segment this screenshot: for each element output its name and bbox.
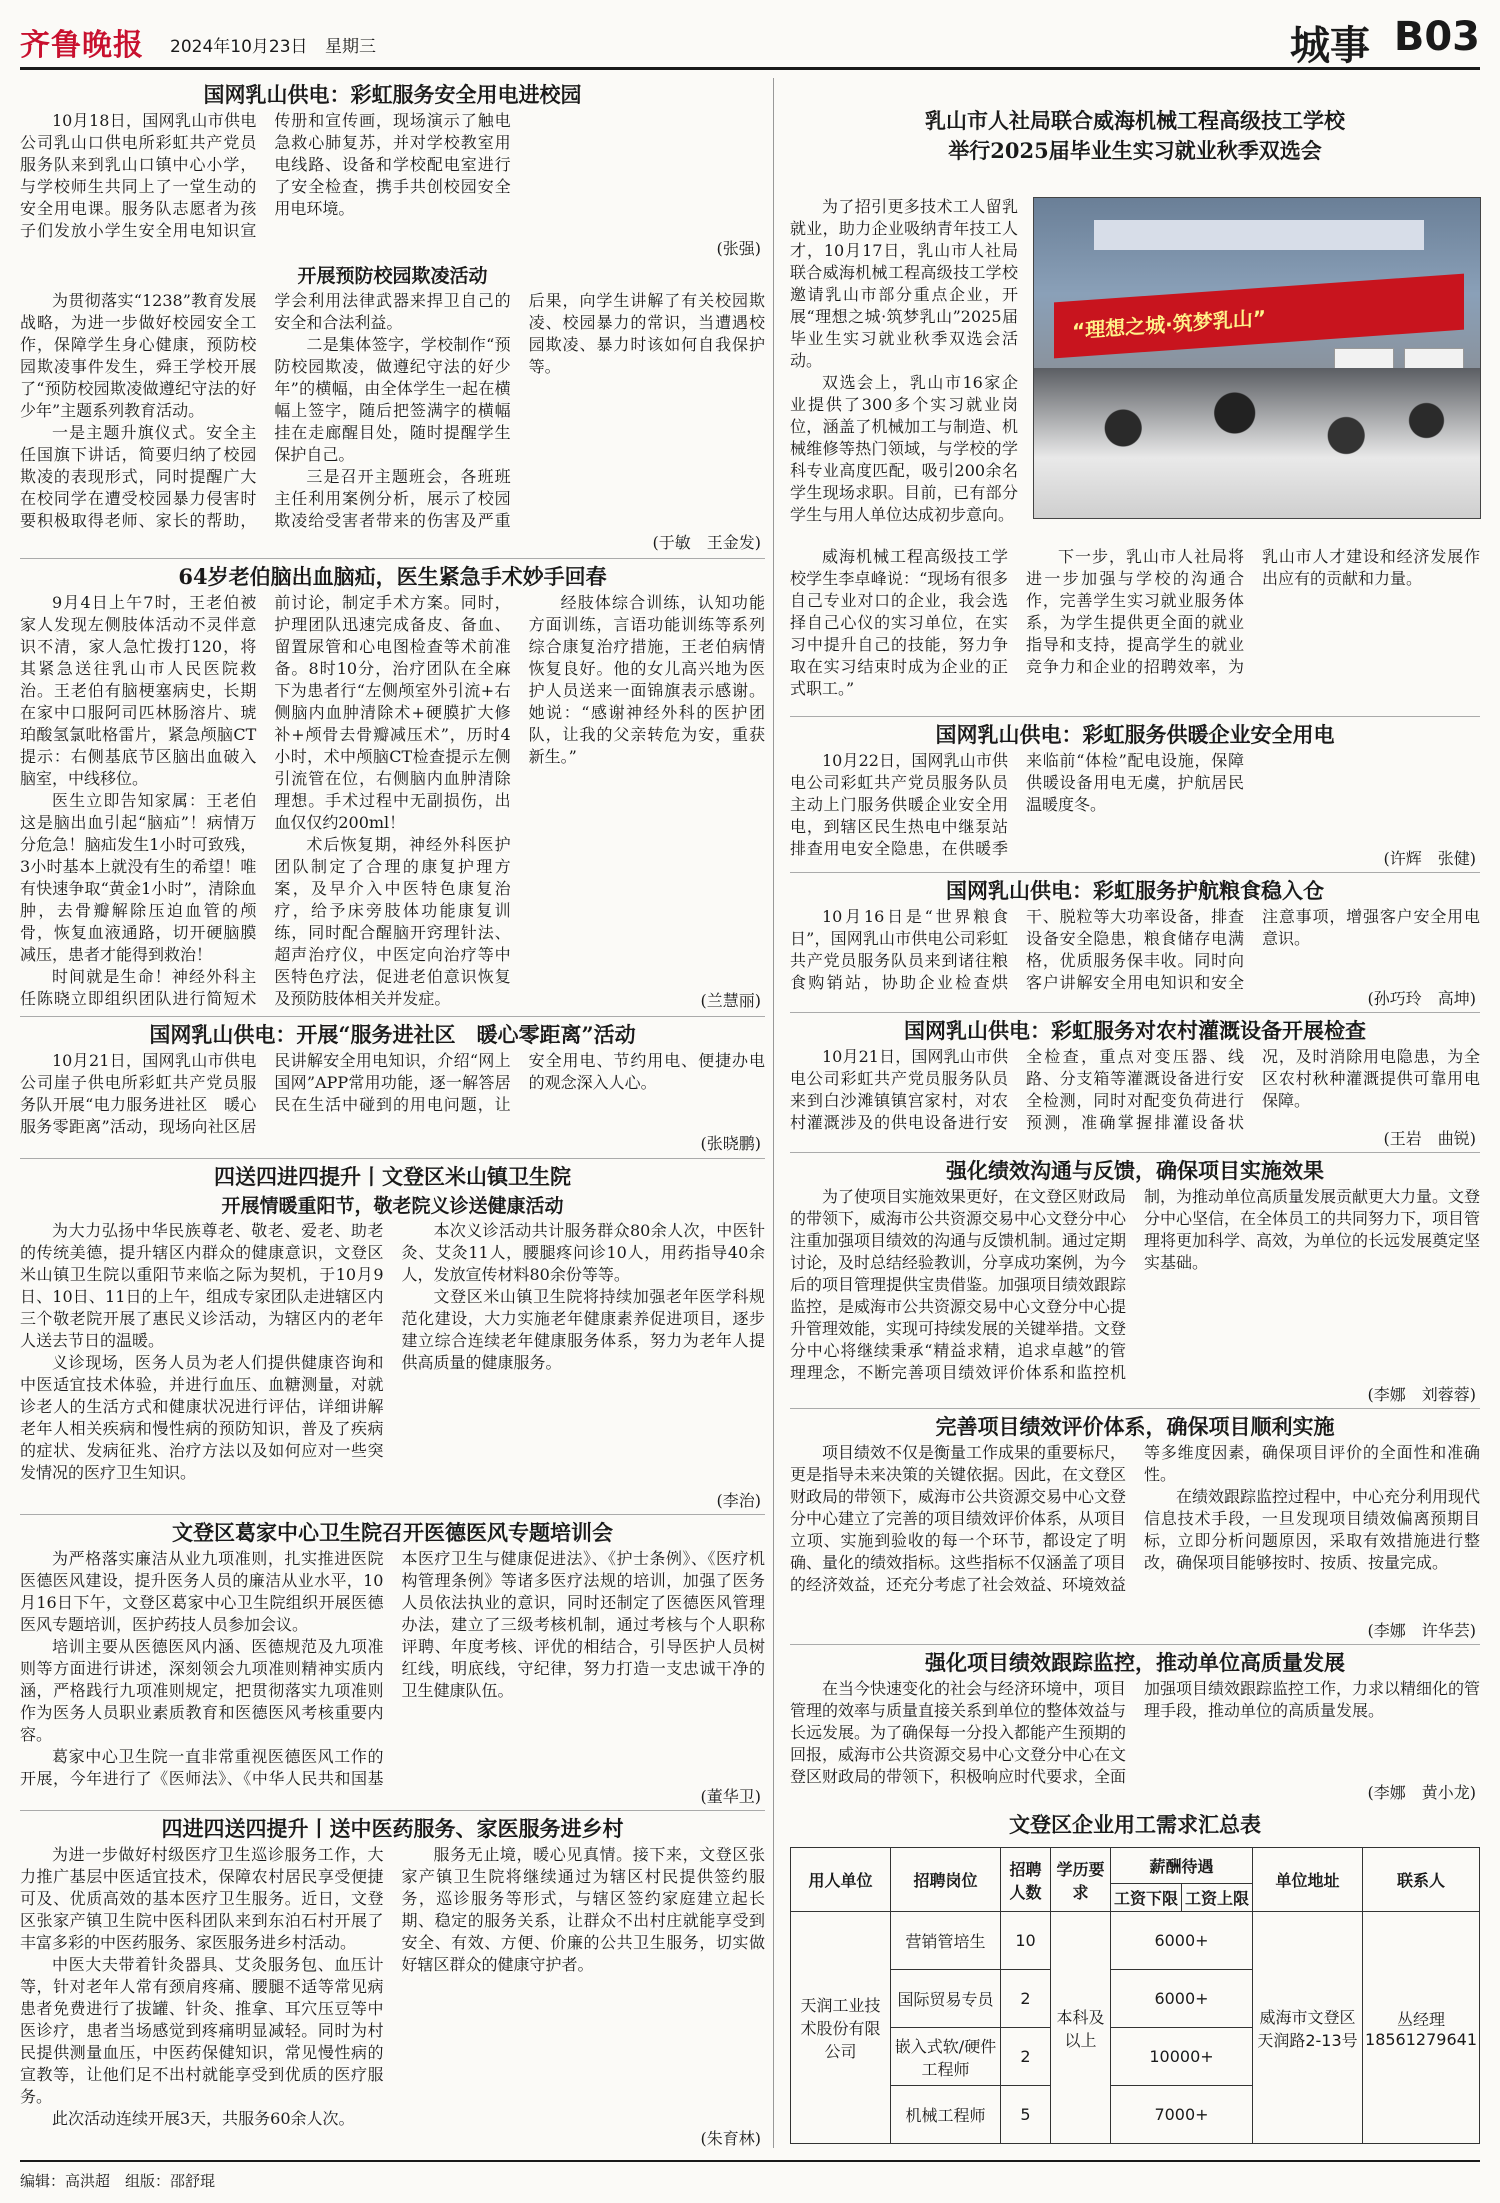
byline: (王岩 曲锐) [1376, 1128, 1477, 1150]
cell-position: 国际贸易专员 [891, 1970, 1001, 2028]
byline: (董华卫) [693, 1786, 762, 1808]
cell-salary: 10000+ [1111, 2028, 1253, 2086]
paragraph: 为贯彻落实“1238”教育发展战略，为进一步做好校园安全工作，保障学生身心健康，预防校园欺凌事件发生，舜王学校开展了“预防校园欺凌做遵纪守法的好少年”主题系列教育活动。 [20, 291, 257, 420]
table-title: 文登区企业用工需求汇总表 [1009, 1812, 1261, 1837]
paragraph: 为严格落实廉洁从业九项准则，扎实推进医院医德医风建设，提升医务人员的廉洁从业水平，10月16日下午，文登区葛家中心卫生院组织开展医德医风专题培训，医护药技人员参加会议。 [20, 1549, 384, 1634]
article-gejia-ethics [20, 1518, 765, 1808]
paragraph: 此次活动连续开展3天，共服务60余人次。 [52, 2109, 355, 2128]
article-power-school [20, 80, 765, 260]
article-anti-bullying [20, 262, 765, 554]
paragraph: 为了使项目实施效果更好，在文登区财政局的带领下，威海市公共资源交易中心文登分中心注重加强项目绩效的沟通与反馈机制。通过定期讨论，及时总结经验教训，分享成功案例，为今后的项目管理提供宝贵借鉴。加强项目绩效跟踪监控，是威海市公共资源交易中心文登分中心提升管理效能，实现可持续发展的关键举措。文登分中心将继续秉承“精益求精，追求卓越”的管理理念，不断完善项目绩效评价体系和监控机制，为推动单位高质量发展贡献更大力量。文登分中心坚信，在全体员工的共同努力下，项目管理将更加科学、高效，为单位的长远发展奠定坚实基础。 [790, 1187, 1480, 1382]
section-rule [790, 1644, 1480, 1645]
article-subtitle: 开展情暖重阳节，敬老院义诊送健康活动 [221, 1195, 564, 1217]
photo-banner-text: “理想之城·筑梦乳山” [1072, 305, 1266, 344]
article-title: 文登区葛家中心卫生院召开医德医风专题培训会 [172, 1520, 613, 1545]
byline: (兰慧丽) [693, 990, 762, 1012]
cell-count: 10 [1001, 1912, 1051, 1970]
page-number: B03 [1393, 14, 1480, 60]
article-body [790, 1442, 1480, 1638]
paragraph: 9月4日上午7时，王老伯被家人发现左侧肢体活动不灵伴意识不清，家人急忙拨打120，将其紧急送往乳山市人民医院救治。王老伯有脑梗塞病史，长期在家中口服阿司匹林肠溶片、琥珀酸氢氯吡格雷片，紧急颅脑CT提示：右侧基底节区脑出血破入脑室，中线移位。 [20, 593, 257, 788]
byline: (李娜 许华芸) [1360, 1620, 1477, 1642]
paragraph: 医生立即告知家属：王老伯这是脑出血引起“脑疝”！病情万分危急！脑疝发生1小时可致残，3小时基本上就没有生的希望！唯有快速争取“黄金1小时”，清除血肿，去骨瓣解除压迫血管的颅骨，恢复血液通路，切开硬脑膜减压，患者才能得到救治！ [20, 791, 257, 964]
article-title: 四送四进四提升丨文登区米山镇卫生院 [214, 1164, 571, 1189]
article-irrigation-check [790, 1016, 1480, 1150]
article-title: 国网乳山供电：彩虹服务安全用电进校园 [203, 82, 582, 107]
paragraph: 本次义诊活动共计服务群众80余人次，中医针灸、艾灸11人，腰腿疼问诊10人，用药指导40余人，发放宣传材料80余份等等。 [401, 1221, 765, 1284]
photo-sign [1094, 220, 1424, 250]
article-body-bottom [790, 546, 1480, 702]
article-performance-evaluation [790, 1412, 1480, 1642]
article-performance-monitoring [790, 1648, 1480, 1804]
article-body [790, 1186, 1480, 1402]
paragraph: 10月22日，国网乳山市供电公司彩虹共产党员服务队员主动上门服务供暖企业安全用电，到辖区民生热电中继泵站排查用电安全隐患，在供暖季来临前“体检”配电设施，保障供暖设备用电无虞，护航居民温暖度冬。 [790, 751, 1244, 858]
article-subtitle: 举行2025届毕业生实习就业秋季双选会 [948, 138, 1322, 163]
paragraph: 葛家中心卫生院一直非常重视医德医风工作的开展，今年进行了《医师法》、《中华人民共和国基本医疗卫生与健康促进法》、《护士条例》、《医疗机构管理条例》等诸多医疗法规的培训，加强了医务人员依法执业的意识，同时还制定了医德医风管理办法，建立了三级考核机制，通过考核与个人职称评聘、年度考核、评优的相结合，引导医护人员树红线，明底线，守纪律，努力打造一支忠诚干净的卫生健康队伍。 [20, 1549, 765, 1788]
section-rule [20, 1514, 765, 1515]
editor-credit: 编辑：高洪超 组版：邵舒琨 [20, 2172, 216, 2190]
paragraph: 时间就是生命！神经外科主任陈晓立即组织团队进行简短术前讨论，制定手术方案。同时，护理团队迅速完成备皮、备血、留置尿管和心电图检查等术前准备。8时10分，治疗团队在全麻下为患者行“左侧颅室外引流+右侧脑内血肿清除术+硬膜扩大修补+颅骨去骨瓣减压术”，历时4小时，术中颅脑CT检查提示左侧引流管在位，右侧脑内血肿清除理想。手术过程中无副损伤，出血仅仅约200ml！ [20, 593, 511, 1008]
article-title: 64岁老伯脑出血脑疝，医生紧急手术妙手回春 [178, 564, 607, 589]
paragraph: 为了招引更多技术工人留乳就业，助力企业吸纳青年技工人才，10月17日，乳山市人社局联合威海机械工程高级技工学校邀请乳山市部分重点企业，开展“理想之城·筑梦乳山”2025届毕业生实习就业秋季双选会活动。 [790, 197, 1018, 370]
cell-position: 营销管培生 [891, 1912, 1001, 1970]
paragraph: 义诊现场，医务人员为老人们提供健康咨询和中医适宜技术体验，并进行血压、血糖测量，对就诊老人的生活方式和健康状况进行评估，详细讲解老年人相关疾病和慢性病的预防知识，普及了疾病的症状、发病征兆、治疗方法以及如何应对一些突发情况的医疗卫生知识。 [20, 1353, 384, 1482]
header-contact: 联系人 [1363, 1848, 1480, 1912]
page-footer [20, 2160, 1480, 2191]
table-row [791, 1912, 1480, 1970]
masthead [20, 10, 1480, 70]
paragraph: 威海机械工程高级技工学校学生李卓峰说：“现场有很多自己专业对口的企业，我会选择自己心仪的实习单位，在实习中提升自己的技能，努力争取在实习结束时成为企业的正式职工。” [790, 547, 1008, 698]
article-body [20, 290, 765, 552]
newspaper-logo: 齐鲁晚报 [20, 28, 144, 63]
article-tcm-village [20, 1814, 765, 2150]
byline: (孙巧玲 高坤) [1360, 988, 1477, 1010]
cell-salary: 6000+ [1111, 1970, 1253, 2028]
paragraph: 为大力弘扬中华民族尊老、敬老、爱老、助老的传统美德，提升辖区内群众的健康意识，文登区米山镇卫生院以重阳节来临之际为契机，于10月9日、10日、11日的上午，组成专家团队走进辖区内三个敬老院开展了惠民义诊活动，为辖区内的老年人送去节日的温暖。 [20, 1221, 384, 1350]
paragraph: 经肢体综合训练，认知功能方面训练，言语功能训练等系列综合康复治疗措施，王老伯病情恢复良好。他的女儿高兴地为医护人员送来一面锦旗表示感谢。她说：“感谢神经外科的医护团队，让我的父亲转危为安，重获新生。” [528, 593, 765, 766]
byline: (于敏 王金发) [645, 532, 762, 554]
header-salary: 薪酬待遇 [1111, 1848, 1253, 1884]
section-rule [790, 1012, 1480, 1013]
cell-address: 威海市文登区天润路2-13号 [1253, 1912, 1363, 2144]
column-divider [773, 78, 774, 2148]
issue-date: 2024年10月23日 [170, 37, 308, 57]
article-grain-storage [790, 876, 1480, 1010]
photo-crowd [1034, 368, 1480, 518]
article-mishan-clinic [20, 1162, 765, 1512]
byline: (朱育林) [693, 2128, 762, 2150]
paragraph: 术后恢复期，神经外科医护团队制定了合理的康复护理方案，及早介入中医特色康复治疗，给予床旁肢体功能康复训练，同时配合醒脑开窍理针法、超声治疗仪，中医定向治疗等中医特色疗法，促进老伯意识恢复及预防肢体相关并发症。 [274, 835, 511, 1008]
article-body [20, 1548, 765, 1806]
header-salary-low: 工资下限 [1111, 1884, 1182, 1912]
article-title: 国网乳山供电：彩虹服务对农村灌溉设备开展检查 [904, 1018, 1366, 1043]
article-body [20, 1220, 765, 1510]
paragraph: 项目绩效不仅是衡量工作成果的重要标尺，更是指导未来决策的关键依据。因此，在文登区财政局的带领下，威海市公共资源交易中心文登分中心建立了完善的项目绩效评价体系，从项目立项、实施到验收的每一个环节，都设定了明确、量化的绩效指标。这些指标不仅涵盖了项目的经济效益，还充分考虑了社会效益、环境效益等多维度因素，确保项目评价的全面性和准确性。 [790, 1443, 1480, 1594]
paragraph: 10月21日，国网乳山市供电公司彩虹共产党员服务队员来到白沙滩镇镇宫家村，对农村灌溉涉及的供电设备进行安全检查，重点对变压器、线路、分支箱等灌溉设备进行安全检测，同时对配变负荷进行预测，准确掌握排灌设备状况，及时消除用电隐患，为全区农村秋种灌溉提供可靠用电保障。 [790, 1047, 1480, 1132]
paragraph: 文登区米山镇卫生院将持续加强老年医学科规范化建设，大力实施老年健康素养促进项目，逐步建立综合连续老年健康服务体系，努力为老年人提供高质量的健康服务。 [401, 1287, 765, 1372]
photo-banner [1054, 274, 1464, 359]
paragraph: 培训主要从医德医风内涵、医德规范及九项准则等方面进行讲述，深刻领会九项准则精神实质内涵，严格践行九项准则规定，把贯彻落实九项准则作为医务人员职业素质教育和医德医风考核重要内容。 [20, 1637, 384, 1744]
byline: (李治) [709, 1490, 762, 1512]
cell-count: 5 [1001, 2086, 1051, 2144]
cell-employer: 天润工业技术股份有限公司 [791, 1912, 891, 2144]
article-heating-power [790, 720, 1480, 870]
section-rule [20, 1158, 765, 1159]
article-title: 强化绩效沟通与反馈，确保项目实施效果 [946, 1158, 1324, 1183]
section-rule [20, 1016, 765, 1017]
article-title: 国网乳山供电：开展“服务进社区 暖心零距离”活动 [149, 1022, 636, 1047]
cell-position: 嵌入式软/硬件工程师 [891, 2028, 1001, 2086]
header-education: 学历要求 [1051, 1848, 1111, 1912]
job-fair-photo [1033, 197, 1481, 519]
section-rule [20, 558, 765, 559]
byline: (张强) [709, 238, 762, 260]
article-body [20, 592, 765, 1010]
article-body [20, 1050, 765, 1152]
job-table-title [790, 1810, 1480, 1844]
section-name: 城事 [1290, 22, 1370, 69]
article-title: 国网乳山供电：彩虹服务供暖企业安全用电 [935, 722, 1335, 747]
article-title: 开展预防校园欺凌活动 [297, 265, 488, 287]
section-rule [790, 1152, 1480, 1153]
cell-contact: 丛经理 18561279641 [1363, 1912, 1480, 2144]
paragraph: 双选会上，乳山市16家企业提供了300多个实习就业岗位，涵盖了机械加工与制造、机械维修等热门领域，与学校的学科专业高度匹配，吸引200余名学生现场求职。目前，已有部分学生与用人单位达成初步意向。 [790, 373, 1018, 524]
byline: (许辉 张健) [1376, 848, 1477, 870]
issue-weekday: 星期三 [325, 37, 376, 57]
article-title: 四进四送四提升丨送中医药服务、家医服务进乡村 [161, 1816, 624, 1841]
cell-salary: 6000+ [1111, 1912, 1253, 1970]
byline: (李娜 黄小龙) [1360, 1782, 1477, 1804]
article-body [20, 1844, 765, 2148]
header-address: 单位地址 [1253, 1848, 1363, 1912]
cell-count: 2 [1001, 1970, 1051, 2028]
paragraph: 在绩效跟踪监控过程中，中心充分利用现代信息技术手段，一旦发现项目绩效偏离预期目标，立即分析问题原因，采取有效措施进行整改，确保项目能够按时、按质、按量完成。 [1144, 1487, 1480, 1572]
job-demand-table [790, 1847, 1480, 2144]
article-performance-feedback [790, 1156, 1480, 1406]
article-body-left [790, 196, 1018, 526]
paragraph: 10月18日，国网乳山市供电公司乳山口供电所彩虹共产党员服务队来到乳山口镇中心小学，与学校师生共同上了一堂生动的安全用电课。服务队志愿者为孩子们发放小学生安全用电知识宣传册和宣传画，现场演示了触电急救心肺复苏，并对学校教室用电线路、设备和学校配电室进行了安全检查，携手共创校园安全用电环境。 [20, 111, 511, 240]
byline: (张晓鹏) [693, 1133, 762, 1155]
cell-position: 机械工程师 [891, 2086, 1001, 2144]
section-rule [790, 1408, 1480, 1409]
section-rule [790, 872, 1480, 873]
section-rule [20, 1810, 765, 1811]
header-count: 招聘人数 [1001, 1848, 1051, 1912]
article-title: 乳山市人社局联合威海机械工程高级技工学校 [925, 108, 1345, 133]
cell-salary: 7000+ [1111, 2086, 1253, 2144]
paragraph: 为进一步做好村级医疗卫生巡诊服务工作，大力推广基层中医适宜技术，保障农村居民享受便捷可及、优质高效的基本医疗卫生服务。近日，文登区张家产镇卫生院中医科团队来到东泊石村开展了丰富多彩的中医药服务、家医服务进乡村活动。 [20, 1845, 384, 1952]
article-title: 强化项目绩效跟踪监控，推动单位高质量发展 [925, 1650, 1345, 1675]
paragraph: 10月21日，国网乳山市供电公司崖子供电所彩虹共产党员服务队开展“电力服务进社区 暖心服务零距离”活动，现场向社区居民讲解安全用电知识，介绍“网上国网”APP常用功能，逐一解答居民在生活中碰到的用电问题，让安全用电、节约用电、便捷办电的观念深入人心。 [20, 1051, 765, 1136]
paragraph: 二是集体签字，学校制作“预防校园欺凌，做遵纪守法的好少年”的横幅，由全体学生一起在横幅上签字，随后把签满字的横幅挂在走廊醒目处，随时提醒学生保护自己。 [274, 335, 511, 464]
article-body [20, 110, 765, 255]
header-position: 招聘岗位 [891, 1848, 1001, 1912]
paragraph: 服务无止境，暖心见真情。接下来，文登区张家产镇卫生院将继续通过为辖区村民提供签约服务，巡诊服务等形式，与辖区签约家庭建立起长期、稳定的服务关系，让群众不出村庄就能享受到安全、有效、方便、价廉的公共卫生服务，切实做好辖区群众的健康守护者。 [401, 1845, 765, 1974]
byline: (李娜 刘蓉蓉) [1360, 1384, 1477, 1406]
header-salary-high: 工资上限 [1182, 1884, 1253, 1912]
article-title: 国网乳山供电：彩虹服务护航粮食稳入仓 [946, 878, 1324, 903]
cell-education: 本科及以上 [1051, 1912, 1111, 2144]
paragraph: 一是主题升旗仪式。安全主任国旗下讲话，简要归纳了校园欺凌的表现形式，同时提醒广大在校同学在遭受校园暴力侵害时要积极取得老师、家长的帮助，学会利用法律武器来捍卫自己的安全和合法利益。 [20, 291, 511, 530]
paragraph: 下一步，乳山市人社局将进一步加强与学校的沟通合作，完善学生实习就业服务体系，为学生提供更全面的就业指导和支持，提高学生的就业竞争力和企业的招聘效率，为乳山市人才建设和经济发展作出应有的贡献和力量。 [1026, 547, 1480, 676]
paragraph: 中医大夫带着针灸器具、艾灸服务包、血压计等，针对老年人常有颈肩疼痛、腰腿不适等常见病患者免费进行了拔罐、针灸、推拿、耳穴压豆等中医诊疗，患者当场感觉到疼痛明显减轻。同时为村民提供测量血压，中医药保健知识，常见慢性病的宣教等，让他们足不出村就能享受到优质的医疗服务。 [20, 1955, 384, 2106]
paragraph: 三是召开主题班会，各班班主任利用案例分析，展示了校园欺凌给受害者带来的伤害及严重后果，向学生讲解了有关校园欺凌、校园暴力的常识，当遭遇校园欺凌、暴力时该如何自我保护等。 [274, 291, 765, 530]
article-title: 完善项目绩效评价体系，确保项目顺利实施 [935, 1414, 1335, 1439]
section-rule [790, 716, 1480, 717]
paragraph: 在当今快速变化的社会与经济环境中，项目管理的效率与质量直接关系到单位的整体效益与长远发展。为了确保每一分投入都能产生预期的回报，威海市公共资源交易中心文登分中心在文登区财政局的带领下，积极响应时代要求，全面加强项目绩效跟踪监控工作，力求以精细化的管理手段，推动单位的高质量发展。 [790, 1679, 1480, 1786]
paragraph: 10月16日是“世界粮食日”，国网乳山市供电公司彩虹共产党员服务队员来到诸往粮食购销站，协助企业检查烘干、脱粒等大功率设备，排查设备安全隐患，粮食储存电满格，优质服务保丰收。同时向客户讲解安全用电知识和安全注意事项，增强客户安全用电意识。 [790, 907, 1480, 992]
header-employer: 用人单位 [791, 1848, 891, 1912]
article-community-service [20, 1020, 765, 1155]
cell-count: 2 [1001, 2028, 1051, 2086]
article-brain-surgery [20, 562, 765, 1012]
